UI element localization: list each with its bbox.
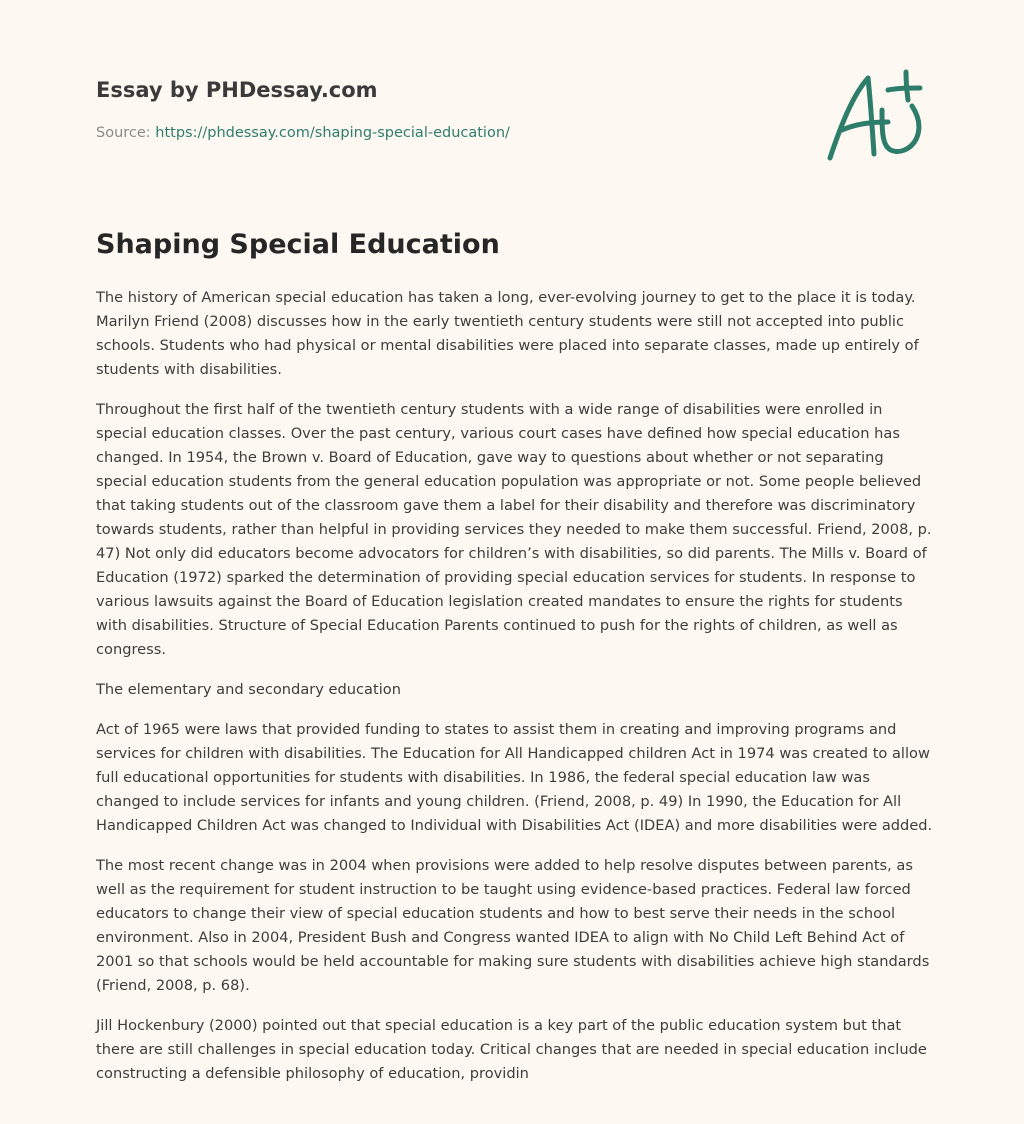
essay-paragraph: The history of American special education has taken a long, ever-evolving journey to get to the place it is today. Marilyn Friend (2008) discusses how in the early twentieth century students were still not accepted into public schools. Students who had physical or mental disabilities were placed into separate classes, made up entirely of students with disabilities. [96,289,919,378]
site-brand: Essay by PHDessay.com [96,78,378,102]
essay-paragraph: The most recent change was in 2004 when provisions were added to help resolve disputes between parents, as well as the requirement for student instruction to be taught using evidence-based practices. Federal law forced educators to change their view of special education students and how to best serve their needs in the school environment. Also in 2004, President Bush and Congress wanted IDEA to align with No Child Left Behind Act of 2001 so that schools would be held accountable for making sure students with disabilities achieve high standards (Friend, 2008, p. 68). [96,857,930,994]
a-plus-grade-icon [822,66,930,166]
essay-title: Shaping Special Education [96,229,500,260]
source-link[interactable]: https://phdessay.com/shaping-special-education/ [155,125,510,141]
a-plus-strokes [830,72,920,158]
essay-paragraph: Jill Hockenbury (2000) pointed out that special education is a key part of the public education system but that there are still challenges in special education today. Critical changes that are needed in special education include constructing a defensible philosophy of education, providin [96,1017,927,1082]
essay-paragraph: Act of 1965 were laws that provided funding to states to assist them in creating and improving programs and services for children with disabilities. The Education for All Handicapped children Act in 1974 was created to allow full educational opportunities for students with disabilities. In 1986, the federal special education law was changed to include services for infants and young children. (Friend, 2008, p. 49) In 1990, the Education for All Handicapped Children Act was changed to Individual with Disabilities Act (IDEA) and more disabilities were added. [96,721,933,834]
source-label: Source: [96,125,151,141]
essay-paragraph: Throughout the first half of the twentieth century students with a wide range of disabilities were enrolled in special education classes. Over the past century, various court cases have defined how special education has changed. In 1954, the Brown v. Board of Education, gave way to questions about whether or not separating special education students from the general education population was appropriate or not. Some people believed that taking students out of the classroom gave them a label for their disability and therefore was discriminatory towards students, rather than helpful in providing services they needed to make them successful. Friend, 2008, p. 47) Not only did educators become advocators for children’s with disabilities, so did parents. The Mills v. Board of Education (1972) sparked the determination of providing special education services for students. In response to various lawsuits against the Board of Education legislation created mandates to ensure the rights for students with disabilities. Structure of Special Education Parents continued to push for the rights of children, as well as congress. [96,401,932,658]
source-line [96,123,510,143]
essay-body [96,286,936,1102]
essay-paragraph: The elementary and secondary education [96,681,401,698]
